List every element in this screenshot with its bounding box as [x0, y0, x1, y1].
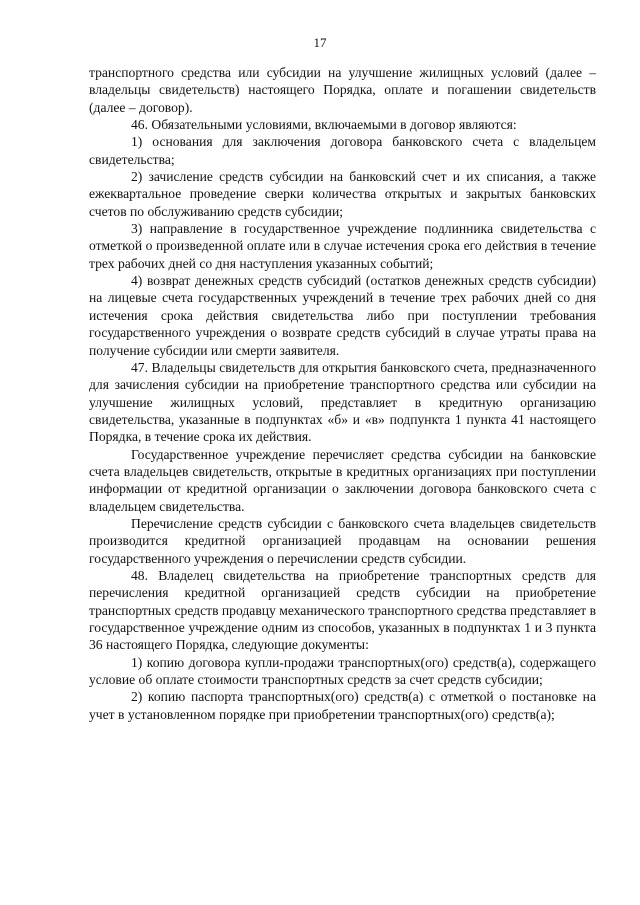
paragraph: 48. Владелец свидетельства на приобретение транспортных средств для перечисления кредитной организацией средств субсидии на приобретение транспортных средств продавцу механического транспортного средства представляет в государственное учреждение одним из способов, указанных в подпунктах 1 и 3 пункта 36 настоящего Порядка, следующие документы:	[89, 567, 596, 653]
paragraph: 47. Владельцы свидетельств для открытия банковского счета, предназначенного для зачисления субсидии на приобретение транспортного средства или субсидии на улучшение жилищных условий, представляет в кредитную организацию свидетельства, указанные в подпунктах «б» и «в» подпункта 1 пункта 41 настоящего Порядка, в течение срока их действия.	[89, 359, 596, 445]
paragraph: 4) возврат денежных средств субсидий (остатков денежных средств субсидии) на лицевые счета государственных учреждений в течение трех рабочих дней со дня истечения срока действия свидетельства либо при поступлении требования государственного учреждения о возврате средств субсидий в случае утраты права на получение субсидии или смерти заявителя.	[89, 273, 596, 358]
paragraph: 1) копию договора купли-продажи транспортных(ого) средств(а), содержащего условие об оплате стоимости транспортных средств за счет средств субсидии;	[89, 654, 596, 688]
paragraph: 1) основания для заключения договора банковского счета с владельцем свидетельства;	[89, 134, 596, 167]
paragraph: 2) копию паспорта транспортных(ого) средств(а) с отметкой о постановке на учет в установленном порядке при приобретении транспортных(ого) средств(а);	[89, 689, 596, 722]
paragraph: Государственное учреждение перечисляет средства субсидии на банковские счета владельцев свидетельств, открытые в кредитных организациях при поступлении информации от кредитной организации о заключении договора банковского счета с владельцем свидетельства.	[89, 446, 596, 514]
paragraph: 2) зачисление средств субсидии на банковский счет и их списания, а также ежеквартальное проведение сверки количества открытых и закрытых банковских счетов по обслуживанию средств субсидии;	[89, 169, 596, 219]
paragraph: Перечисление средств субсидии с банковского счета владельцев свидетельств производится кредитной организацией продавцам на основании решения государственного учреждения о перечислении средств субсидии.	[89, 515, 596, 566]
paragraph: 46. Обязательными условиями, включаемыми в договор являются:	[131, 117, 517, 133]
document-body	[89, 64, 596, 723]
page-number: 17	[313, 35, 327, 50]
paragraph: 3) направление в государственное учреждение подлинника свидетельства с отметкой о произведенной оплате или в случае истечения срока его действия в течение трех рабочих дней со дня наступления указанных событий;	[89, 221, 596, 271]
paragraph: транспортного средства или субсидии на улучшение жилищных условий (далее – владельцы свидетельств) настоящего Порядка, оплате и погашении свидетельств (далее – договор).	[89, 65, 596, 115]
